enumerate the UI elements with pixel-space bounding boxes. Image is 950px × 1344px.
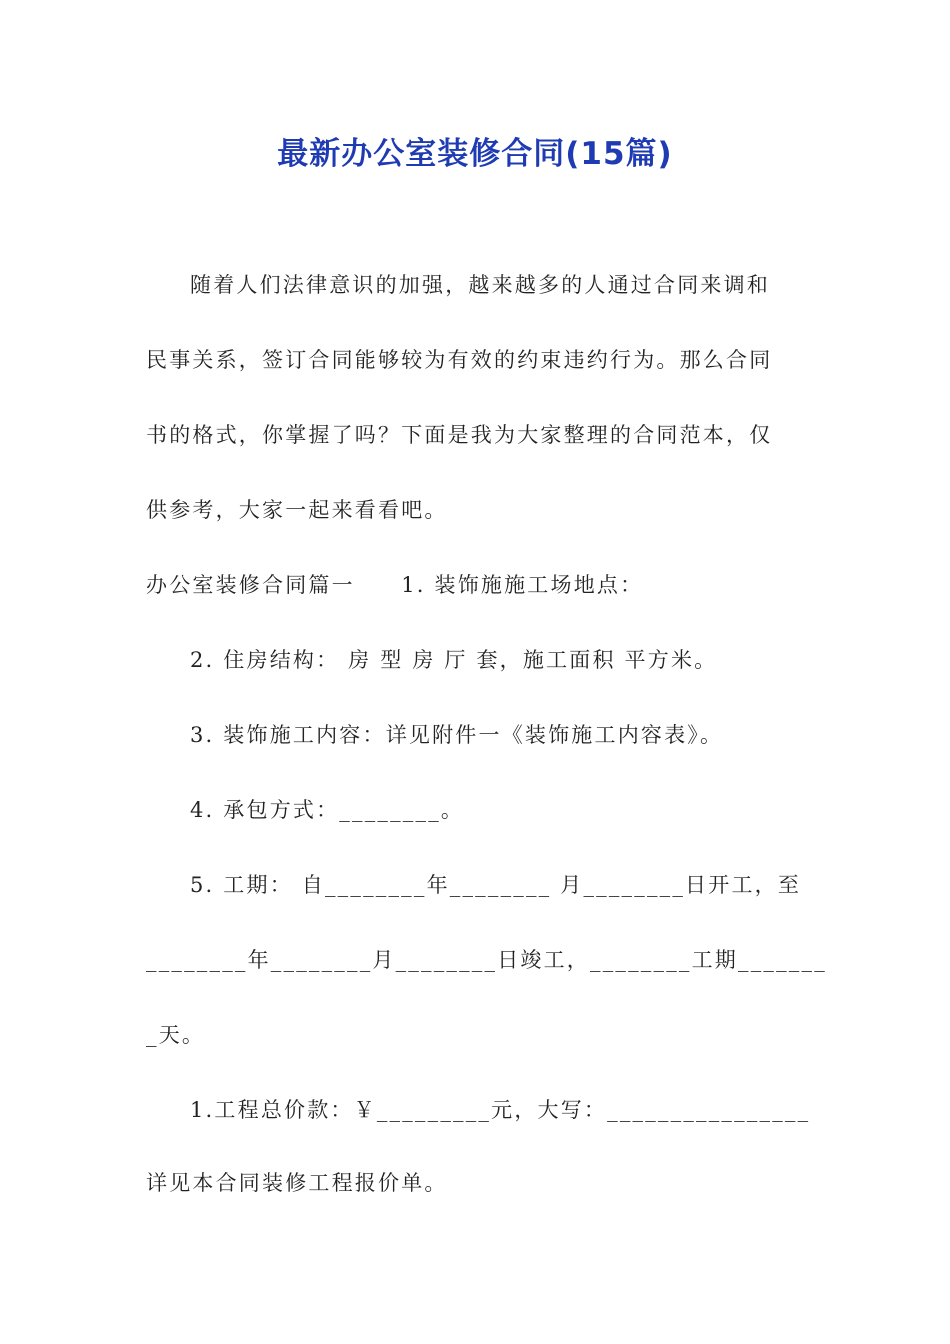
paragraph-line: 民事关系，签订合同能够较为有效的约束违约行为。那么合同 (146, 348, 773, 372)
clause-line: 2. 住房结构： 房 型 房 厅 套，施工面积 平方米。 (190, 648, 718, 672)
clause-line: 4. 承包方式：________。 (190, 798, 465, 822)
clause-line: 详见本合同装修工程报价单。 (146, 1171, 448, 1195)
section-heading-line: 办公室装修合同篇一 1. 装饰施施工场地点： (146, 573, 644, 597)
clause-line: ________年________月________日竣工，________工期_______ (146, 948, 827, 972)
paragraph-line: 书的格式，你掌握了吗？下面是我为大家整理的合同范本，仅 (146, 423, 773, 447)
document-title: 最新办公室装修合同(15篇) (277, 136, 673, 172)
paragraph-line: 随着人们法律意识的加强，越来越多的人通过合同来调和 (190, 273, 770, 297)
clause-line: 1.工程总价款：￥_________元，大写：________________ (190, 1098, 811, 1122)
clause-line: _天。 (146, 1023, 206, 1047)
paragraph-line: 供参考，大家一起来看看吧。 (146, 498, 448, 522)
clause-line: 5. 工期： 自________年________ 月________日开工，至 (190, 873, 802, 897)
clause-line: 3. 装饰施工内容：详见附件一《装饰施工内容表》。 (190, 723, 724, 747)
